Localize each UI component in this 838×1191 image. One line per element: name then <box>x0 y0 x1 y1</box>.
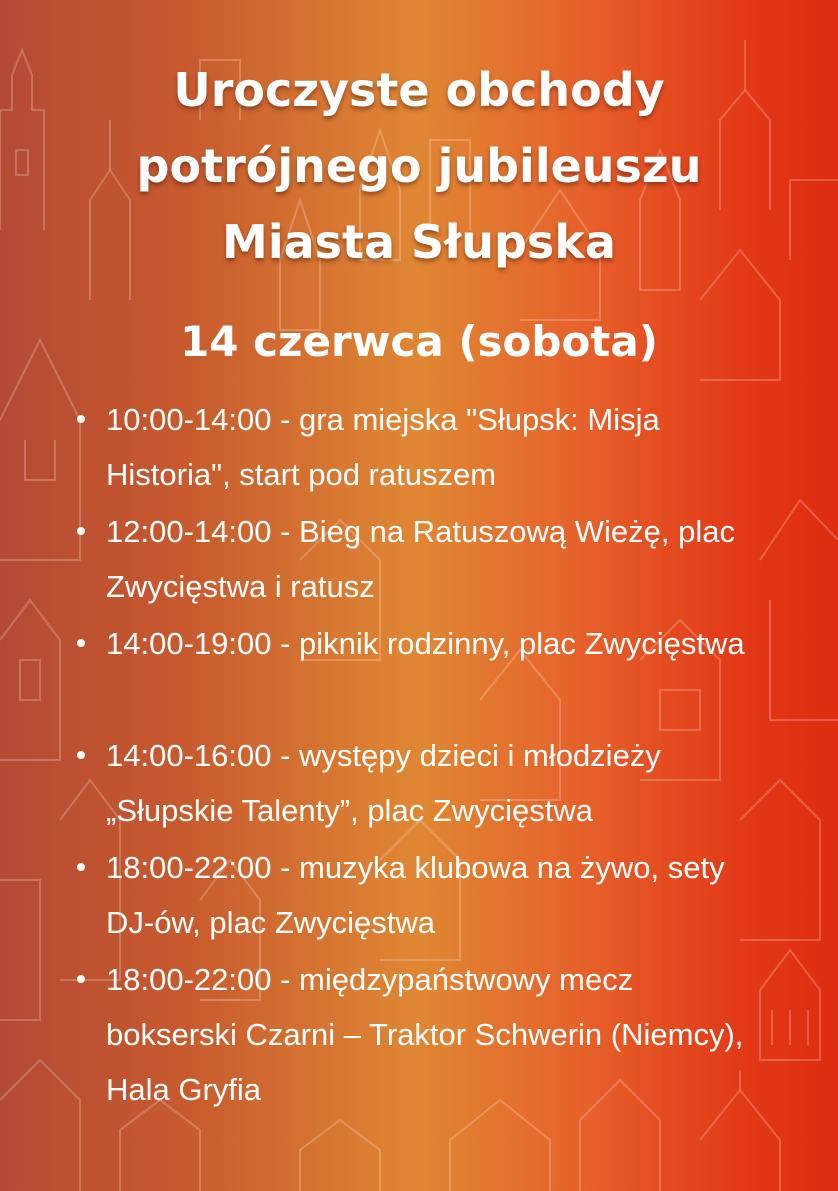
schedule-item-text: 18:00-22:00 - międzypaństwowy mecz bokserski Czarni – Traktor Schwerin (Niemcy), Hala Gryfia <box>106 962 744 1107</box>
title-line: Uroczyste obchody <box>173 63 665 117</box>
schedule-item <box>0 952 756 1117</box>
bullet-icon <box>77 415 85 423</box>
poster-title <box>0 52 838 280</box>
title-line: Miasta Słupska <box>222 215 616 269</box>
schedule-item-text: 14:00-16:00 - występy dzieci i młodzieży „Słupskie Talenty”, plac Zwycięstwa <box>106 738 661 828</box>
schedule-item <box>0 616 756 726</box>
schedule-item-text: 10:00-14:00 - gra miejska "Słupsk: Misja Historia", start pod ratuszem <box>106 402 660 492</box>
bullet-icon <box>77 639 85 647</box>
schedule-item <box>0 392 756 502</box>
schedule-item-text: 12:00-14:00 - Bieg na Ratuszową Wieżę, plac Zwycięstwa i ratusz <box>106 514 735 604</box>
bullet-icon <box>77 527 85 535</box>
schedule-item <box>0 840 756 950</box>
title-line: potrójnego jubileuszu <box>136 139 702 193</box>
schedule-item <box>0 504 756 614</box>
schedule-item-text: 18:00-22:00 - muzyka klubowa na żywo, sety DJ-ów, plac Zwycięstwa <box>106 850 725 940</box>
event-schedule-list <box>0 392 838 1119</box>
bullet-icon <box>77 975 85 983</box>
event-date: 14 czerwca (sobota) <box>180 317 658 366</box>
bullet-icon <box>77 863 85 871</box>
schedule-item-text: 14:00-19:00 - piknik rodzinny, plac Zwycięstwa <box>106 626 745 661</box>
schedule-item <box>0 728 756 838</box>
bullet-icon <box>77 751 85 759</box>
